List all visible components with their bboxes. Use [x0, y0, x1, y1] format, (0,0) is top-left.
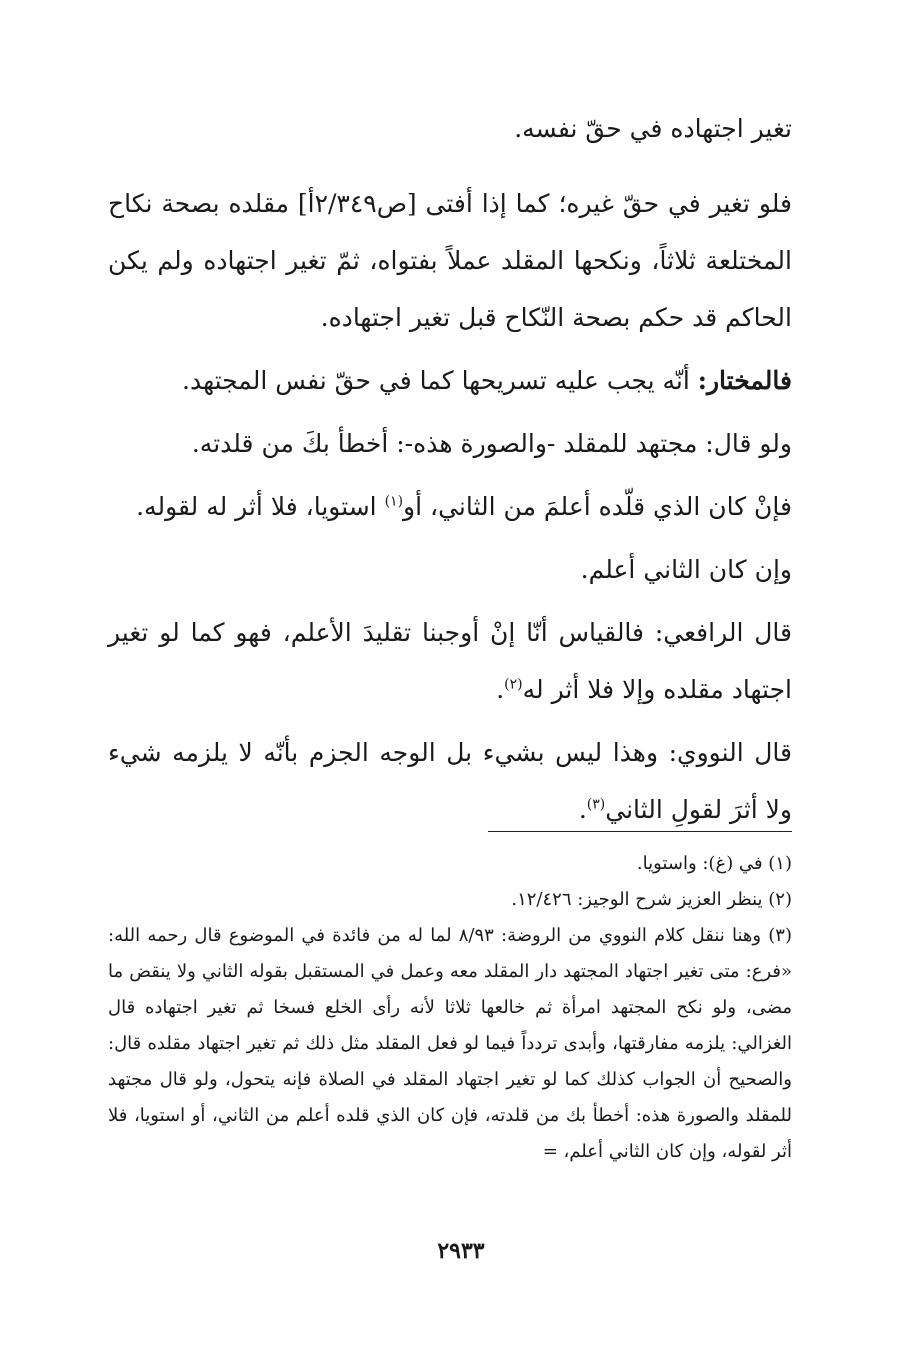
paragraph-1: تغير اجتهاده في حقّ نفسه.	[514, 114, 792, 143]
paragraph-4: ولو قال: مجتهد للمقلد -والصورة هذه-: أخطأ بكَ من قلدته.	[191, 429, 792, 458]
footnote-1: (١) في (غ): واستويا.	[636, 853, 792, 874]
paragraph-3-lead: فالمختار:	[697, 366, 792, 395]
paragraph-8-a: قال النووي: وهذا ليس بشيء بل الوجه الجزم بأنّه لا يلزمه شيء ولا أثرَ لقولِ الثاني	[108, 738, 792, 824]
paragraph-2: فلو تغير في حقّ غيره؛ كما إذا أفتى [ص٢/٣٤٩أ] مقلده بصحة نكاح المختلعة ثلاثاً، ونكحها المقلد عملاً بفتواه، ثمّ تغير اجتهاده ولم يكن الحاكم قد حكم بصحة النّكاح قبل تغير اجتهاده.	[108, 189, 792, 332]
paragraph-8-b: .	[578, 795, 587, 824]
paragraph-8	[108, 724, 792, 838]
footnote-ref-1: (١)	[384, 493, 404, 510]
paragraph-7	[108, 604, 792, 718]
main-text	[108, 100, 792, 838]
paragraph-5-a: فإنْ كان الذي قلّده أعلمَ من الثاني، أو	[403, 492, 792, 521]
paragraph-5-b: استويا، فلا أثر له لقوله.	[136, 492, 385, 521]
footnotes	[108, 846, 792, 1170]
footnote-divider	[488, 831, 792, 832]
paragraph-7-b: .	[496, 675, 505, 704]
footnote-ref-2: (٢)	[504, 676, 523, 693]
footnote-2: (٢) ينظر العزيز شرح الوجيز: ١٢/٤٢٦.	[511, 889, 792, 910]
paragraph-3-rest: أنّه يجب عليه تسريحها كما في حقّ نفس المجتهد.	[182, 366, 698, 395]
paragraph-3	[108, 352, 792, 409]
paragraph-5	[108, 478, 792, 535]
footnote-ref-3: (٣)	[586, 796, 606, 813]
paragraph-7-a: قال الرافعي: فالقياس أنّا إنْ أوجبنا تقليدَ الأعلم، فهو كما لو تغير اجتهاد مقلده وإلا فلا أثر له	[108, 618, 792, 704]
paragraph-6: وإن كان الثاني أعلم.	[580, 555, 792, 584]
footnote-3: (٣) وهنا ننقل كلام النووي من الروضة: ٨/٩٣ لما له من فائدة في الموضوع قال رحمه الله: «فرع: متى تغير اجتهاد المجتهد دار المقلد معه وعمل في المستقبل بقوله الثاني ولا ينقض ما مضى، ولو نكح المجتهد امرأة ثم خالعها ثلاثا لأنه رأى الخلع فسخا ثم تغير اجتهاده قال الغزالي: يلزمه مفارقتها، وأبدى تردداً فيما لو فعل المقلد مثل ذلك ثم تغير اجتهاد مقلده قال: والصحيح أن الجواب كذلك كما لو تغير اجتهاد المقلد في الصلاة فإنه يتحول، ولو قال مجتهد للمقلد والصورة هذه: أخطأ بك من قلدته، فإن كان الذي قلده أعلم من الثاني، أو استويا، فلا أثر لقوله، وإن كان الثاني أعلم، =	[108, 925, 792, 1162]
page-number: ٢٩٣٣	[437, 1238, 485, 1264]
